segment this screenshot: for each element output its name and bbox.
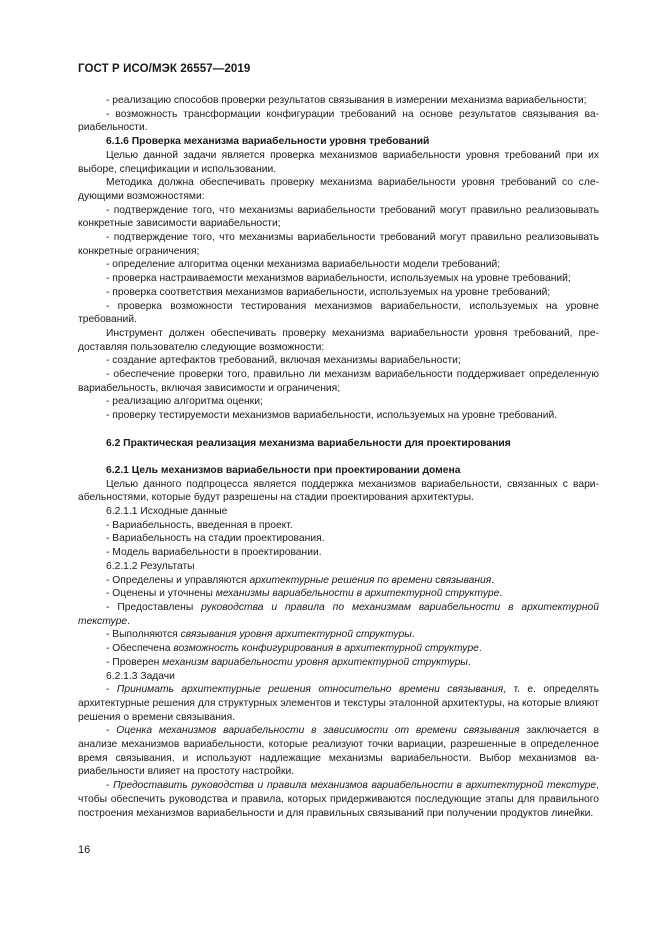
page-header-title: ГОСТ Р ИСО/МЭК 26557—2019 xyxy=(78,63,251,75)
text-run: - создание артефактов требований, включая механизмы вариабельности; xyxy=(106,355,461,367)
text-run: - Выполняются xyxy=(106,629,181,641)
section-heading xyxy=(78,135,599,149)
text-run: . xyxy=(499,588,503,600)
paragraph xyxy=(78,574,599,588)
paragraph xyxy=(78,231,599,258)
text-run: - Оценены и уточнены xyxy=(106,588,216,600)
text-run: . xyxy=(411,629,415,641)
text-run: - реализацию способов проверки результатов связывания в измерении механизма вариабельности; xyxy=(106,95,587,106)
text-run: . xyxy=(127,615,131,627)
italic-run: возможность конфигурирования в архитектурной структуре xyxy=(173,643,479,655)
paragraph xyxy=(78,272,599,286)
paragraph xyxy=(78,176,599,203)
italic-run: Предоставить руководства и правила механизмов вариабельности в архитектурной текстуре xyxy=(113,780,597,792)
italic-run: архитектурные решения по времени связывания xyxy=(249,574,492,586)
text-run: - подтверждение того, что механизмы вариабельности требований могут правильно реализовывать конкретные ограничения; xyxy=(78,232,599,257)
italic-run: Оценка механизмов вариабельности в зависимости от времени связывания xyxy=(116,725,520,737)
text-run: - определение алгоритма оценки механизма вариабельности модели требований; xyxy=(106,259,501,271)
paragraph xyxy=(78,587,599,601)
page-number: 16 xyxy=(78,844,91,856)
text-run: - подтверждение того, что механизмы вариабельности требований могут правильно реализовывать конкретные зависимости вариабельности; xyxy=(78,204,599,230)
paragraph xyxy=(78,601,599,628)
text-run: - Вариабельность на стадии проектирования. xyxy=(106,533,325,545)
paragraph xyxy=(78,779,599,820)
paragraph xyxy=(78,656,599,670)
document-body xyxy=(78,94,599,820)
section-heading xyxy=(78,437,599,451)
text-run: заключается в анализе механизмов вариабельности, которые реализуют точки вариации, разрешенные в определенное время связывания, и используют надлежащие механизмы вариабельности. Выбор механизмов вариабельности влияет на простоту настройки. xyxy=(78,725,599,778)
text-run: 6.2.1.2 Результаты xyxy=(106,560,195,572)
italic-run: Принимать архитектурные решения относительно времени связывания xyxy=(116,684,504,696)
text-run: 6.2.1 Цель механизмов вариабельности при проектировании домена xyxy=(106,464,461,476)
paragraph xyxy=(78,300,599,327)
text-run: - проверку тестируемости механизмов вариабельности, используемых на уровне требований. xyxy=(106,410,558,422)
paragraph xyxy=(78,628,599,642)
text-run: - проверка соответствия механизмов вариабельности, используемых на уровне требований; xyxy=(106,286,551,298)
text-run: - Предоставлены xyxy=(106,601,202,613)
paragraph xyxy=(78,395,599,409)
text-run: - xyxy=(106,684,117,696)
text-run: 6.2 Практическая реализация механизма вариабельности для проектирования xyxy=(106,437,511,449)
paragraph xyxy=(78,478,599,505)
paragraph xyxy=(78,505,599,519)
paragraph xyxy=(78,149,599,176)
text-run: . xyxy=(478,643,482,655)
text-run: - проверка настраиваемости механизмов вариабельности, используемых на уровне требований; xyxy=(106,273,571,285)
paragraph xyxy=(78,670,599,684)
text-run: 6.1.6 Проверка механизма вариабельности уровня требований xyxy=(106,136,430,148)
text-run: 6.2.1.3 Задачи xyxy=(106,670,175,682)
text-run: . xyxy=(491,574,495,586)
text-run: - Проверен xyxy=(106,656,163,668)
text-run: - Вариабельность, введенная в проект. xyxy=(106,519,293,531)
paragraph xyxy=(78,108,599,135)
text-run: . xyxy=(467,656,471,668)
paragraph xyxy=(78,354,599,368)
text-run: - обеспечение проверки того, правильно ли механизм вариабельности поддерживает определенную вариабельность, включая зависимости и ограничения; xyxy=(78,369,599,394)
text-run: - проверка возможности тестирования механизмов вариабельности, используемых на уровне требований. xyxy=(78,300,599,326)
text-run: - Определены и управляются xyxy=(106,574,250,586)
italic-run: механизмы вариабельности в архитектурной структуре xyxy=(215,588,500,600)
paragraph xyxy=(78,560,599,574)
text-run: - xyxy=(106,725,117,737)
text-run: - Модель вариабельности в проектировании. xyxy=(106,547,322,559)
paragraph xyxy=(78,642,599,656)
paragraph xyxy=(78,204,599,231)
italic-run: связывания уровня архитектурной структуры xyxy=(180,629,412,641)
paragraph xyxy=(78,258,599,272)
text-run: - реализацию алгоритма оценки; xyxy=(106,396,263,408)
paragraph xyxy=(78,683,599,724)
italic-run: руководства и правила по механизмам вариабельности в архитектурной текстуре xyxy=(78,601,599,627)
text-run: Инструмент должен обеспечивать проверку механизма вариабельности уровня требований, предоставляя пользователю следующие возможности: xyxy=(78,327,599,353)
paragraph xyxy=(78,94,599,108)
paragraph xyxy=(78,409,599,423)
text-run: , т. е. определять архитектурные решения для структурных элементов и текстуры эталонной архитектуры, на которые влияют решения о времени связывания. xyxy=(78,684,599,723)
text-run: - xyxy=(106,780,114,792)
paragraph xyxy=(78,724,599,779)
text-run: - возможность трансформации конфигурации требований на основе результатов связывания вариабельности. xyxy=(78,108,599,134)
paragraph xyxy=(78,546,599,560)
paragraph xyxy=(78,532,599,546)
text-run: Методика должна обеспечивать проверку механизма вариабельности уровня требований со следующими возможностями: xyxy=(78,177,599,202)
italic-run: механизм вариабельности уровня архитектурной структуры xyxy=(162,656,468,668)
text-run: Целью данного подпроцесса является поддержка механизмов вариабельности, связанных с вариабельностями, которые будут разрешены на стадии проектирования архитектуры. xyxy=(78,478,599,504)
section-heading xyxy=(78,464,599,478)
text-run: - Обеспечена xyxy=(106,643,174,655)
text-run: , чтобы обеспечить руководства и правила, которых придерживаются последующие этапы для правильного построения механизмов вариабельности и для правильных связываний при получении продуктов линейки. xyxy=(78,780,599,819)
text-run: 6.2.1.1 Исходные данные xyxy=(106,506,228,518)
paragraph xyxy=(78,327,599,354)
paragraph xyxy=(78,368,599,395)
text-run: Целью данной задачи является проверка механизмов вариабельности уровня требований при их выборе, спецификации и использовании. xyxy=(78,149,599,175)
paragraph xyxy=(78,286,599,300)
paragraph xyxy=(78,519,599,533)
